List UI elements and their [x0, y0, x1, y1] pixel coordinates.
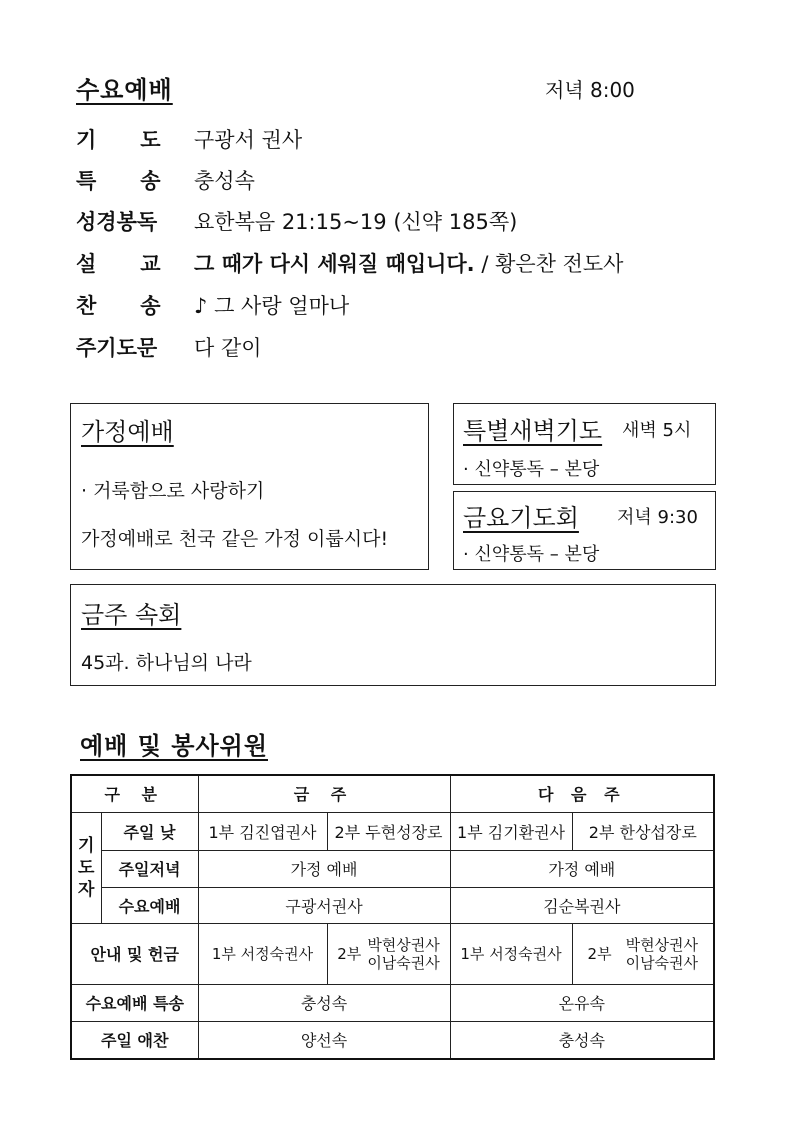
cell-value: 2부 두현성장로	[327, 812, 450, 850]
cell-value	[327, 923, 450, 984]
wednesday-service-time: 저녁 8:00	[545, 78, 635, 102]
table-row	[71, 812, 714, 850]
cell-value	[572, 923, 714, 984]
family-worship-line1: · 거룩함으로 사랑하기	[81, 480, 265, 502]
table-row	[71, 850, 714, 887]
name: 이남숙권사	[367, 953, 440, 972]
wednesday-service-title: 수요예배	[76, 76, 173, 104]
part-label: 2부	[337, 945, 362, 963]
part-label: 2부	[587, 945, 612, 963]
row-hymn	[76, 291, 349, 321]
cell-value: 1부 김진엽권사	[198, 812, 327, 850]
header-next-week: 다 음 주	[450, 775, 714, 812]
name: 박현상권사	[367, 935, 440, 954]
row-prayer	[76, 125, 302, 155]
family-worship-box	[70, 403, 429, 570]
family-worship-line2: 가정예배로 천국 같은 가정 이룹시다!	[81, 528, 389, 550]
row-label: 주일 애찬	[71, 1021, 198, 1059]
row-label: 설교	[76, 252, 205, 276]
cell-value: 1부 서정숙권사	[450, 923, 572, 984]
dawn-prayer-time: 새벽 5시	[622, 420, 692, 441]
header-this-week: 금 주	[198, 775, 450, 812]
cell-meeting-box	[70, 584, 716, 686]
row-label: 특송	[76, 169, 205, 193]
row-scripture	[76, 207, 517, 237]
cell-value: 2부 한상섭장로	[572, 812, 714, 850]
row-value: 다 같이	[194, 336, 262, 360]
cell-value: 김순복권사	[450, 887, 714, 923]
table-row	[71, 923, 714, 984]
cell-value: 구광서권사	[198, 887, 450, 923]
duty-title: 예배 및 봉사위원	[80, 732, 268, 760]
row-label: 주일 낮	[101, 812, 198, 850]
cell-meeting-title: 금주 속회	[81, 601, 182, 629]
dawn-prayer-title: 특별새벽기도	[463, 417, 603, 445]
friday-prayer-box	[453, 491, 716, 570]
row-label: 주기도문	[76, 336, 158, 360]
row-value: ♪ 그 사랑 얼마나	[194, 294, 350, 318]
row-label: 수요예배	[101, 887, 198, 923]
row-special-song	[76, 166, 255, 196]
friday-prayer-line: · 신약통독 – 본당	[463, 544, 600, 565]
cell-value: 1부 서정숙권사	[198, 923, 327, 984]
row-sermon	[76, 249, 623, 279]
row-label: 기도	[76, 128, 205, 152]
table-header-row	[71, 775, 714, 812]
dawn-prayer-line: · 신약통독 – 본당	[463, 459, 600, 480]
cell-value: 가정 예배	[198, 850, 450, 887]
family-worship-title: 가정예배	[81, 418, 174, 446]
cell-value: 1부 김기환권사	[450, 812, 572, 850]
table-row	[71, 887, 714, 923]
row-value: 구광서 권사	[194, 128, 303, 152]
sermon-title: 그 때가 다시 세워질 때입니다.	[194, 252, 475, 276]
row-value: 충성속	[194, 169, 255, 193]
row-label: 주일저녁	[101, 850, 198, 887]
duty-table	[70, 774, 715, 1060]
row-label: 수요예배 특송	[71, 984, 198, 1021]
cell-value: 충성속	[450, 1021, 714, 1059]
prayer-group-label: 기도자	[71, 812, 101, 923]
cell-value: 가정 예배	[450, 850, 714, 887]
cell-value: 양선속	[198, 1021, 450, 1059]
cell-value: 충성속	[198, 984, 450, 1021]
row-value: 요한복음 21:15~19 (신약 185쪽)	[194, 210, 518, 234]
row-label: 안내 및 헌금	[71, 923, 198, 984]
friday-prayer-time: 저녁 9:30	[617, 507, 698, 528]
name: 박현상권사	[625, 935, 699, 954]
friday-prayer-title: 금요기도회	[463, 504, 579, 532]
cell-meeting-line: 45과. 하나님의 나라	[81, 652, 252, 674]
cell-value: 온유속	[450, 984, 714, 1021]
table-row	[71, 1021, 714, 1059]
row-lords-prayer	[76, 333, 262, 363]
row-label: 찬송	[76, 294, 205, 318]
table-row	[71, 984, 714, 1021]
header-category: 구 분	[71, 775, 198, 812]
sermon-preacher: / 황은찬 전도사	[474, 252, 624, 276]
name: 이남숙권사	[625, 953, 699, 972]
row-label: 성경봉독	[76, 210, 158, 234]
dawn-prayer-box	[453, 403, 716, 485]
